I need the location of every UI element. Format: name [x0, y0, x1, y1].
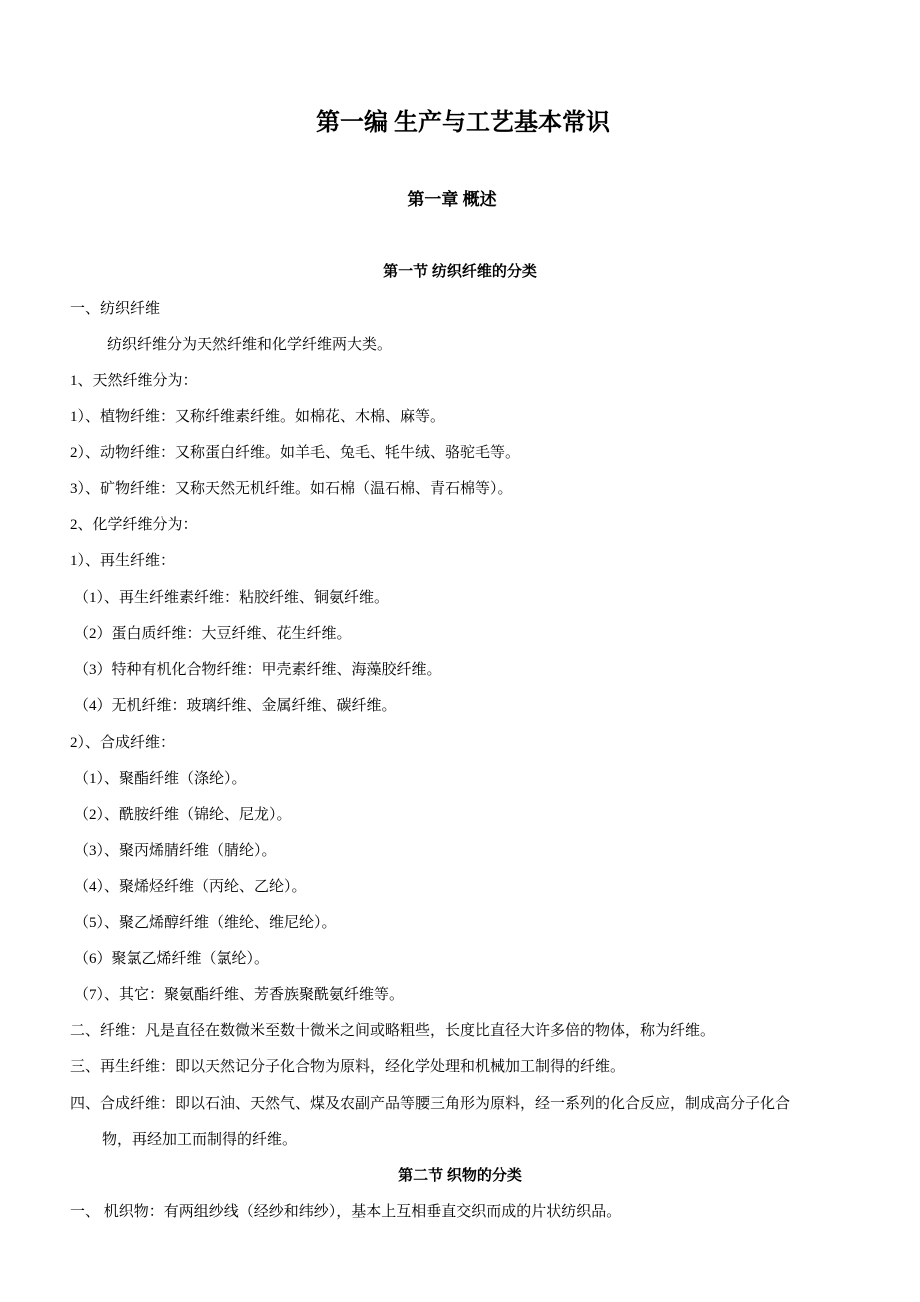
paragraph-line: （1）、聚酯纤维（涤纶）。	[74, 771, 247, 787]
paragraph-line: 一、 机织物：有两组纱线（经纱和纬纱），基本上互相垂直交织而成的片状纺织品。	[70, 1204, 622, 1220]
paragraph-line: 2）、动物纤维：又称蛋白纤维。如羊毛、兔毛、牦牛绒、骆驼毛等。	[70, 445, 521, 461]
paragraph-line: 1）、再生纤维：	[70, 553, 176, 569]
paragraph-line: （2）蛋白质纤维：大豆纤维、花生纤维。	[74, 626, 352, 642]
paragraph-line: （4）、聚烯烃纤维（丙纶、乙纶）。	[74, 879, 307, 895]
paragraph-line: （3）特种有机化合物纤维：甲壳素纤维、海藻胶纤维。	[74, 662, 442, 678]
paragraph-line: （7）、其它：聚氨酯纤维、芳香族聚酰氨纤维等。	[74, 987, 405, 1003]
paragraph-line: 1、天然纤维分为：	[70, 373, 198, 389]
chapter-heading: 第一章 概述	[407, 190, 497, 209]
section-heading-2: 第二节 织物的分类	[398, 1168, 522, 1184]
document-title: 第一编 生产与工艺基本常识	[316, 110, 610, 136]
paragraph-line: 四、合成纤维：即以石油、天然气、煤及农副产品等腰三角形为原料，经一系列的化合反应，制成高分子化合	[70, 1096, 791, 1112]
paragraph-line: 三、再生纤维：即以天然记分子化合物为原料，经化学处理和机械加工制得的纤维。	[70, 1059, 626, 1075]
paragraph-line: 2）、合成纤维：	[70, 735, 176, 751]
paragraph-line: 2、化学纤维分为：	[70, 517, 198, 533]
paragraph-line: 物，再经加工而制得的纤维。	[102, 1132, 298, 1148]
paragraph-line: （5）、聚乙烯醇纤维（维纶、维尼纶）。	[74, 915, 337, 931]
paragraph-line: （3）、聚丙烯腈纤维（腈纶）。	[74, 843, 277, 859]
paragraph-line: （6）聚氯乙烯纤维（氯纶）。	[74, 951, 270, 967]
paragraph-line: 一、纺织纤维	[70, 301, 161, 317]
section-heading-1: 第一节 纺织纤维的分类	[383, 264, 537, 280]
paragraph-line: 纺织纤维分为天然纤维和化学纤维两大类。	[107, 337, 393, 353]
paragraph-line: （4）无机纤维：玻璃纤维、金属纤维、碳纤维。	[74, 698, 397, 714]
paragraph-line: （2）、酰胺纤维（锦纶、尼龙）。	[74, 807, 292, 823]
paragraph-line: 1）、植物纤维：又称纤维素纤维。如棉花、木棉、麻等。	[70, 409, 446, 425]
paragraph-line: 3）、矿物纤维：又称天然无机纤维。如石棉（温石棉、青石棉等）。	[70, 481, 513, 497]
paragraph-line: （1）、再生纤维素纤维：粘胶纤维、铜氨纤维。	[74, 590, 390, 606]
paragraph-line: 二、纤维：凡是直径在数微米至数十微米之间或略粗些，长度比直径大许多倍的物体，称为纤维。	[70, 1023, 716, 1039]
